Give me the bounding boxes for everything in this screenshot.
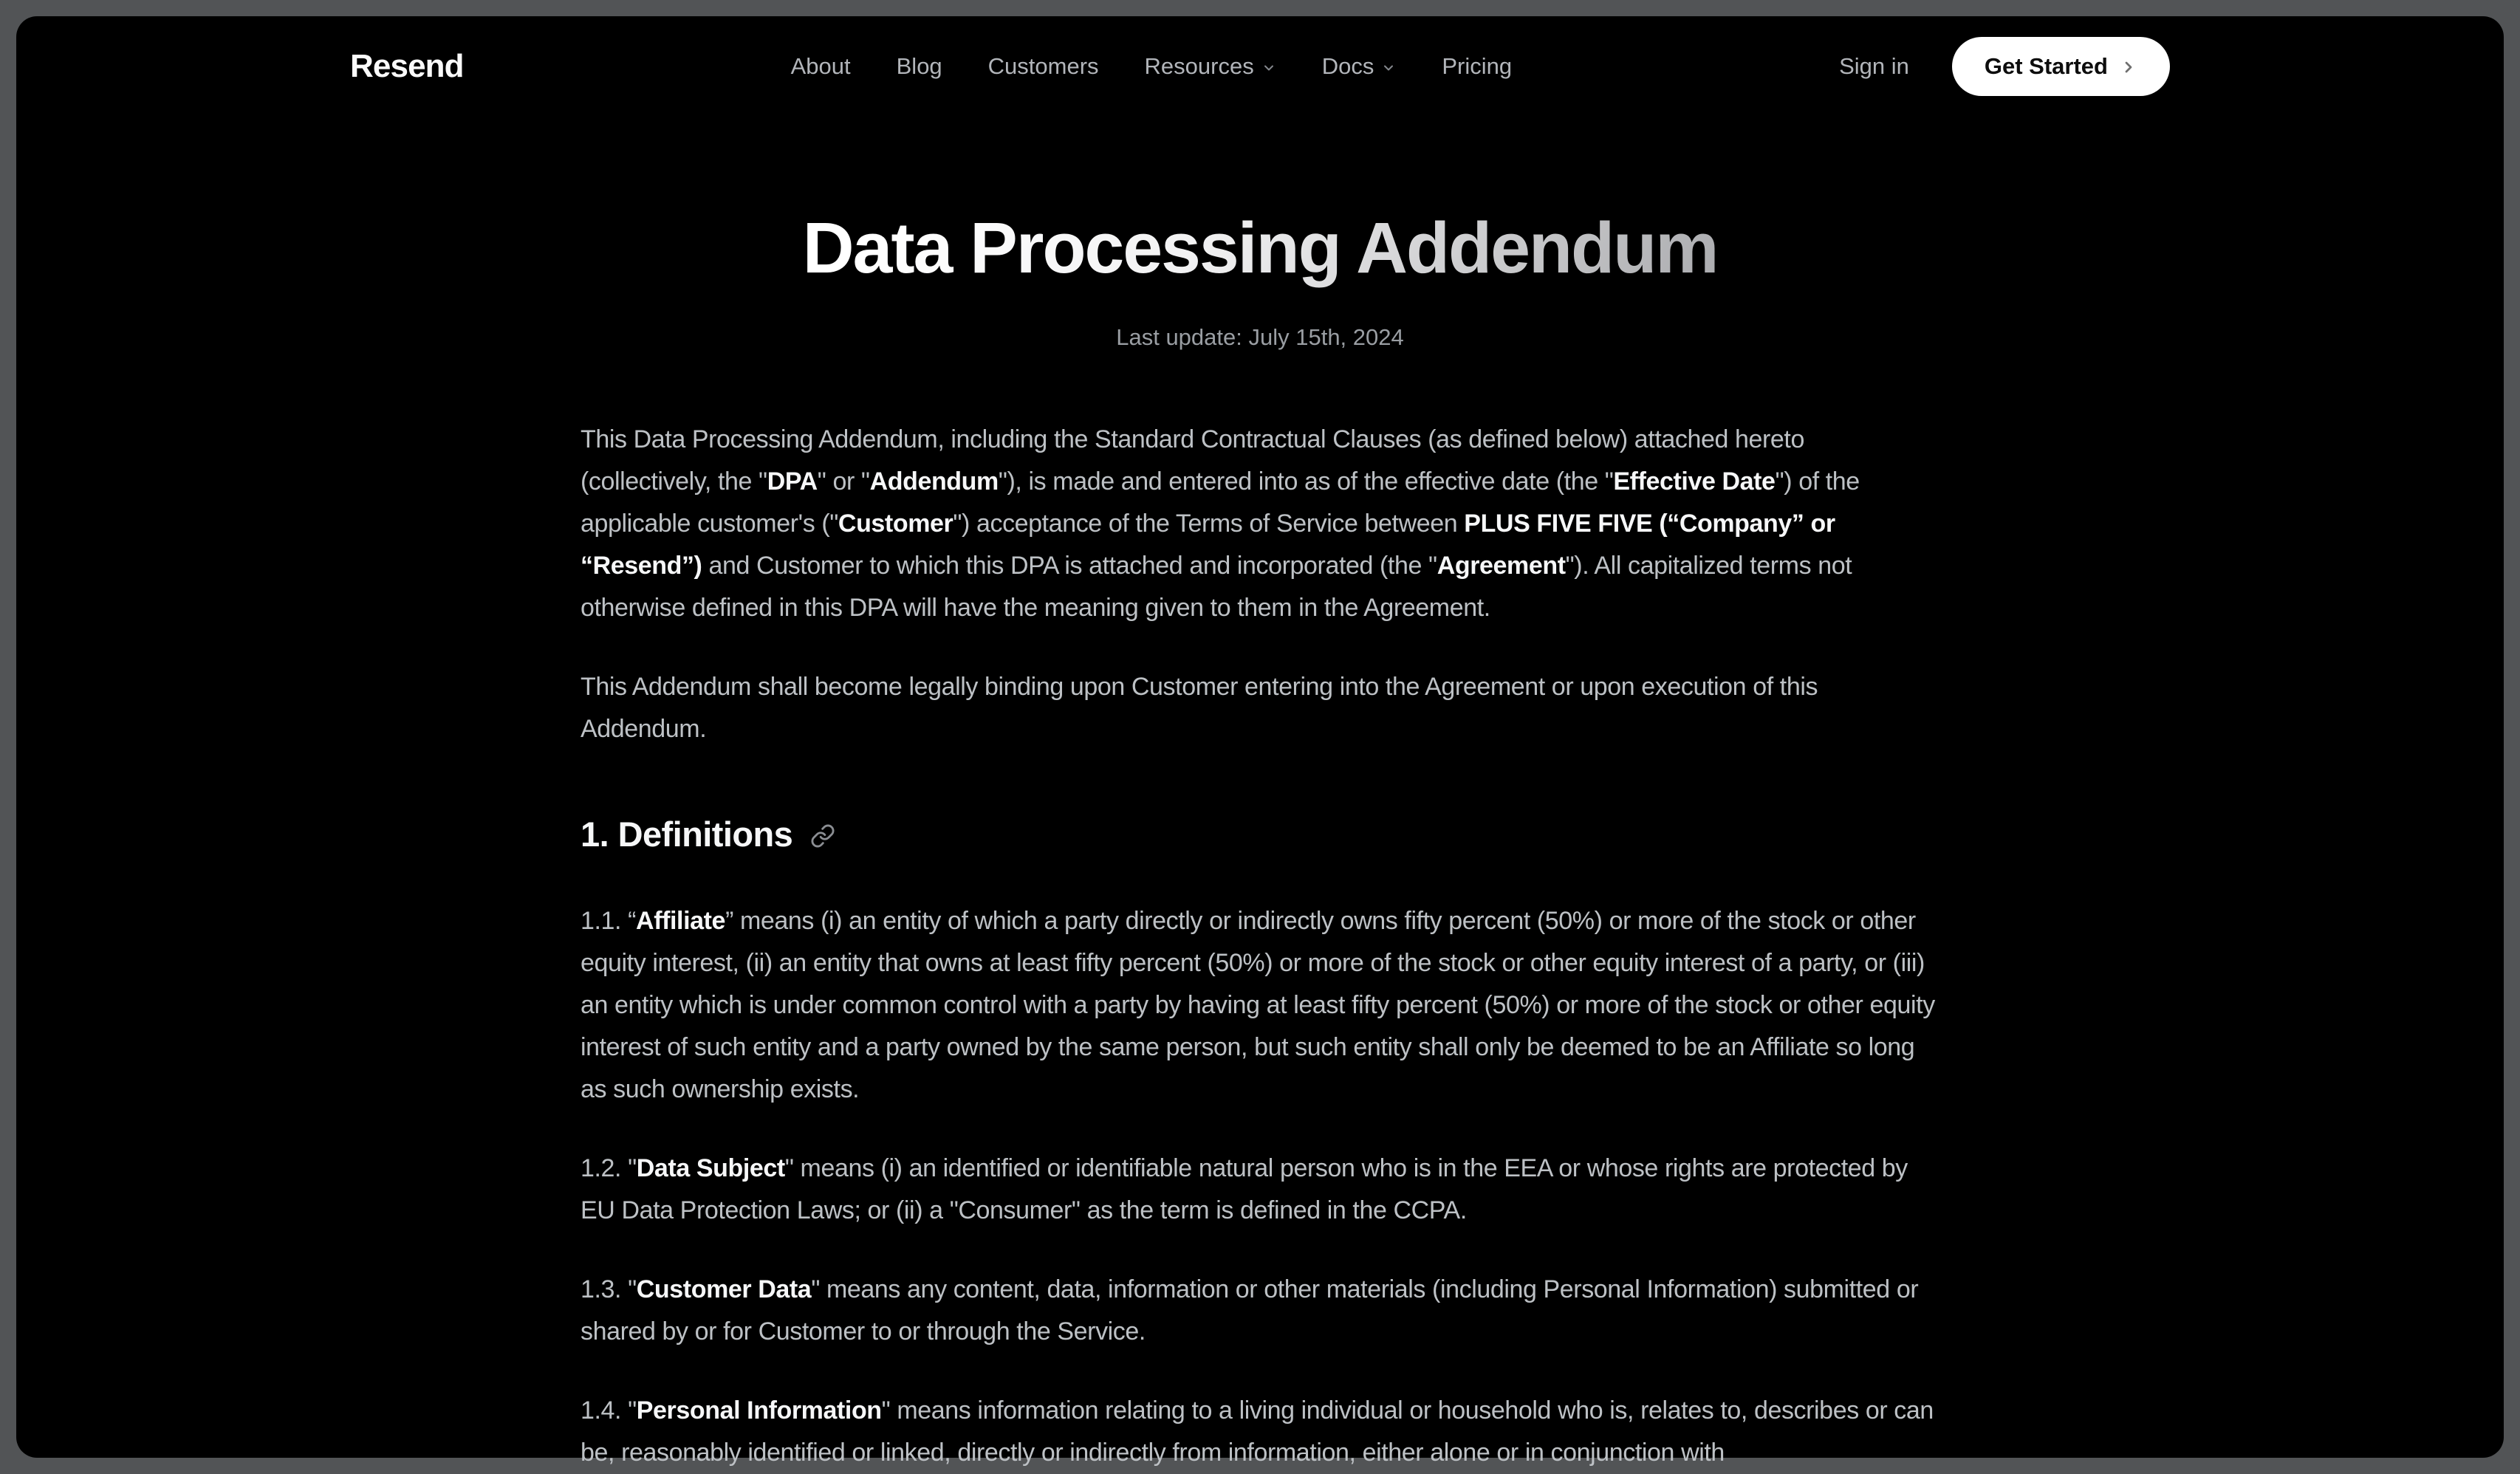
last-update: Last update: July 15th, 2024 bbox=[1116, 323, 1404, 350]
definition-1-3: 1.3. "Customer Data" means any content, data, information or other materials (including Personal Information) submitted or shared by or for Customer to or through the Service. bbox=[581, 1275, 1919, 1346]
nav-item-label: Blog bbox=[896, 53, 942, 79]
nav-actions bbox=[1839, 37, 2170, 96]
get-started-label: Get Started bbox=[1984, 53, 2108, 79]
link-icon[interactable] bbox=[810, 823, 835, 849]
chevron-right-icon bbox=[2120, 58, 2137, 76]
definition-1-4: 1.4. "Personal Information" means information relating to a living individual or household who is, relates to, describes or can be, reasonably identified or linked, directly or indirectly from information, either alone or in conjunction with bbox=[581, 1396, 1934, 1467]
page-background bbox=[16, 16, 2504, 1467]
sign-in-link[interactable]: Sign in bbox=[1839, 53, 1909, 79]
get-started-button[interactable] bbox=[1952, 37, 2170, 96]
intro-paragraph-1: This Data Processing Addendum, including the Standard Contractual Clauses (as defined below) attached hereto (collectively, the "DPA" or "Addendum"), is made and entered into as of the effective date (the "Effective Date") of the applicable customer's ("Customer") acceptance of the Terms of Service between PLUS FIVE FIVE (“Company” or “Resend”) and Customer to which this DPA is attached and incorporated (the "Agreement"). All capitalized terms not otherwise defined in this DPA will have the meaning given to them in the Agreement. bbox=[581, 425, 1860, 622]
nav-item-label: Customers bbox=[987, 53, 1099, 79]
top-nav bbox=[16, 16, 2504, 97]
nav-item-blog[interactable] bbox=[897, 53, 942, 80]
nav-item-label: About bbox=[790, 53, 851, 79]
definition-1-2: 1.2. "Data Subject" means (i) an identified or identifiable natural person who is in the EEA or whose rights are protected by EU Data Protection Laws; or (ii) a "Consumer" as the term is defined in the CCPA. bbox=[581, 1154, 1908, 1224]
nav-container bbox=[350, 16, 2170, 97]
nav-item-docs[interactable] bbox=[1322, 53, 1397, 80]
section-heading-label: 1. Definitions bbox=[581, 814, 793, 854]
nav-links bbox=[464, 53, 1839, 80]
nav-item-label: Resources bbox=[1144, 53, 1254, 79]
chevron-down-icon bbox=[1381, 61, 1396, 75]
nav-item-pricing[interactable] bbox=[1442, 53, 1512, 80]
definition-1-1: 1.1. “Affiliate” means (i) an entity of which a party directly or indirectly owns fifty percent (50%) or more of the stock or other equity interest, (ii) an entity that owns at least fifty percent (50%) or more of the stock or other equity interest of a party, or (iii) an entity which is under common control with a party by having at least fifty percent (50%) or more of the stock or other equity interest of such entity and a party owned by the same person, but such entity shall only be deemed to be an Affiliate so long as such ownership exists. bbox=[581, 906, 1935, 1103]
page-title: Data Processing Addendum bbox=[581, 207, 1939, 290]
intro-paragraph-2: This Addendum shall become legally binding upon Customer entering into the Agreement or upon execution of this Addendum. bbox=[581, 672, 1818, 743]
nav-item-customers[interactable] bbox=[988, 53, 1099, 80]
section-heading-definitions bbox=[581, 814, 1939, 854]
chevron-down-icon bbox=[1261, 61, 1276, 75]
nav-item-resources[interactable] bbox=[1145, 53, 1276, 80]
main-content bbox=[581, 207, 1939, 1474]
nav-item-label: Docs bbox=[1321, 53, 1374, 79]
nav-item-about[interactable] bbox=[791, 53, 851, 80]
nav-item-label: Pricing bbox=[1442, 53, 1513, 79]
resend-logo[interactable]: Resend bbox=[350, 48, 464, 84]
